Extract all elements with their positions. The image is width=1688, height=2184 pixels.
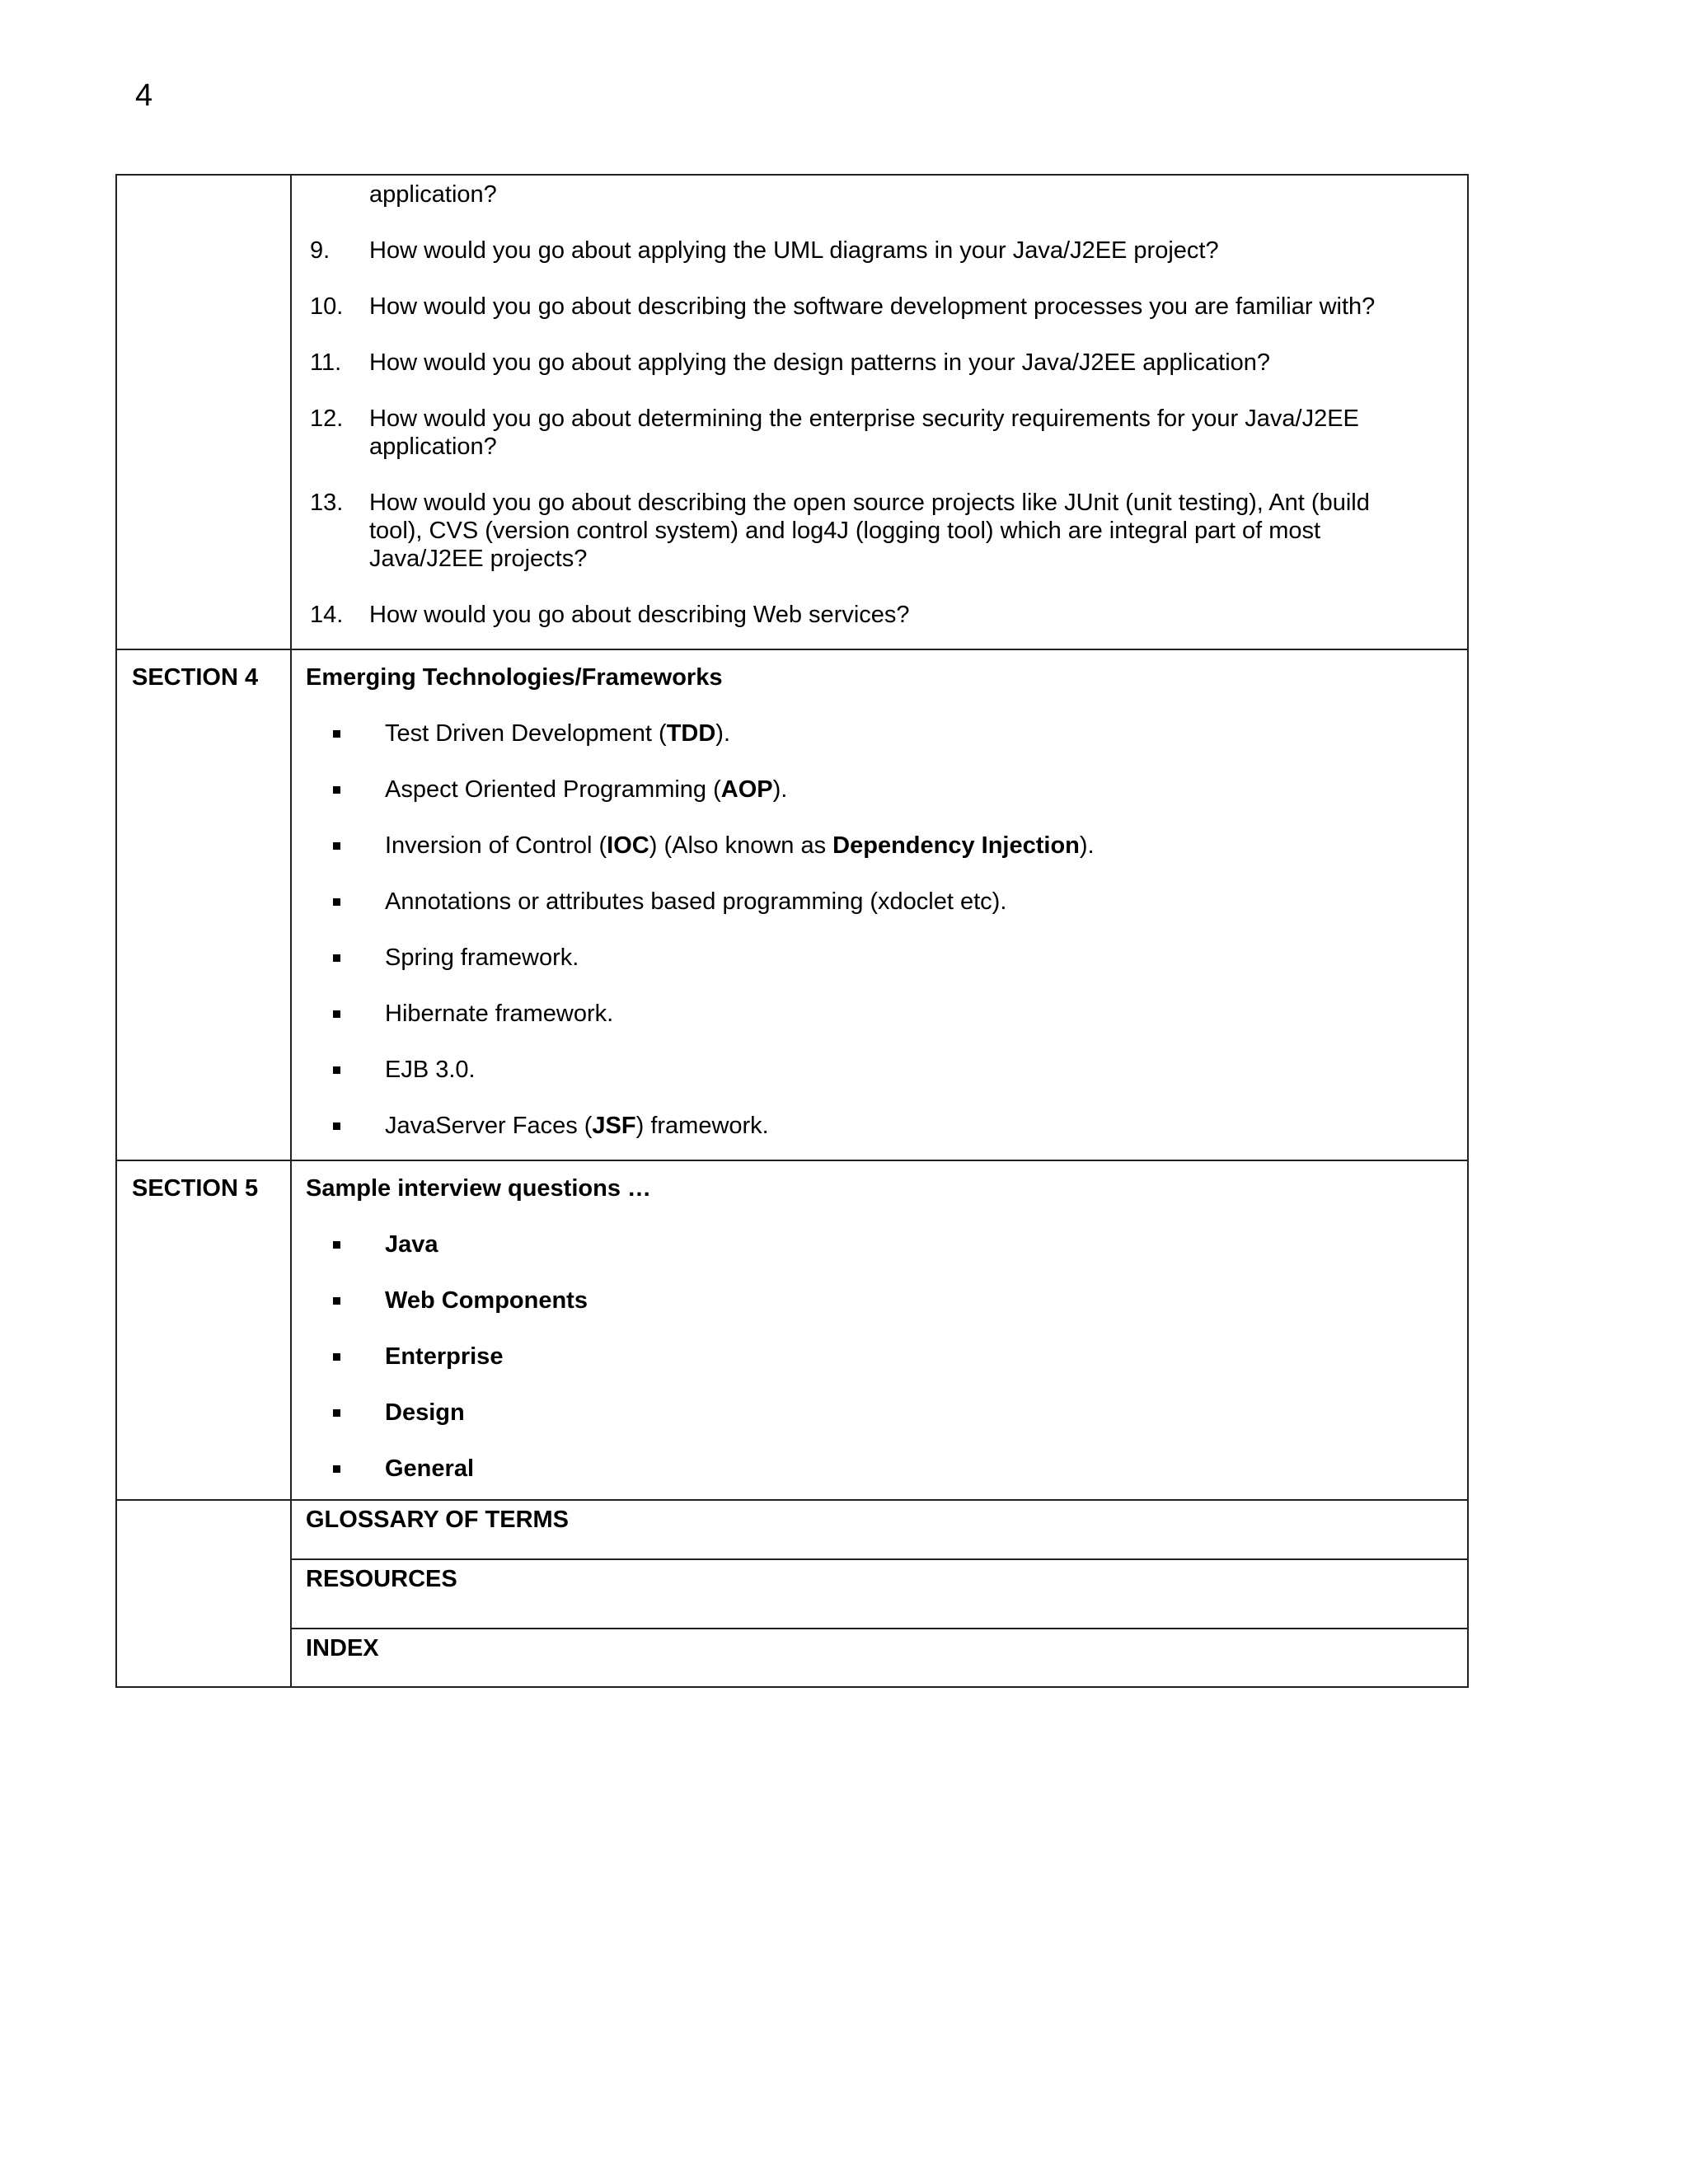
back-matter-label-cell bbox=[116, 1500, 291, 1687]
question-line: How would you go about applying the design patterns in your Java/J2EE application? bbox=[369, 349, 1271, 376]
bullet-item bbox=[292, 944, 1467, 972]
square-bullet-icon bbox=[333, 1297, 340, 1305]
question-number: 11. bbox=[310, 349, 342, 376]
bullet-text: Aspect Oriented Programming ( bbox=[385, 776, 721, 803]
section-5-content-cell bbox=[291, 1160, 1468, 1500]
continued-text: application? bbox=[369, 181, 497, 208]
question-item bbox=[292, 237, 1467, 265]
question-line: How would you go about describing Web services? bbox=[369, 602, 910, 628]
index-cell bbox=[291, 1629, 1468, 1687]
question-number: 9. bbox=[310, 237, 331, 264]
section-4-content-cell bbox=[291, 649, 1468, 1160]
bullet-text: Annotations or attributes based programming (xdoclet etc). bbox=[385, 888, 1007, 915]
square-bullet-icon bbox=[333, 954, 340, 962]
bullet-item bbox=[292, 1056, 1467, 1084]
square-bullet-icon bbox=[333, 1353, 340, 1361]
question-number: 10. bbox=[310, 293, 344, 320]
question-line: tool), CVS (version control system) and log4J (logging tool) which are integral part of most bbox=[369, 518, 1321, 544]
bullet-emphasis: Dependency Injection bbox=[832, 832, 1080, 859]
bullet-text: ). bbox=[772, 776, 788, 803]
question-text bbox=[369, 237, 1451, 265]
bullet-topic: Design bbox=[385, 1399, 465, 1426]
question-text bbox=[369, 405, 1451, 461]
resources-cell bbox=[291, 1559, 1468, 1629]
glossary-heading: GLOSSARY OF TERMS bbox=[306, 1507, 570, 1533]
question-number: 12. bbox=[310, 405, 344, 432]
square-bullet-icon bbox=[333, 1465, 340, 1473]
square-bullet-icon bbox=[333, 786, 340, 794]
bullet-acronym: AOP bbox=[720, 776, 773, 803]
section-4-title: Emerging Technologies/Frameworks bbox=[306, 664, 723, 691]
bullet-acronym: JSF bbox=[592, 1113, 636, 1139]
bullet-text: ) framework. bbox=[635, 1113, 769, 1139]
bullet-item bbox=[292, 1286, 1467, 1315]
section-3-continued-row bbox=[116, 175, 1468, 649]
section-5-row bbox=[116, 1160, 1468, 1500]
square-bullet-icon bbox=[333, 1010, 340, 1018]
question-line: How would you go about describing the open source projects like JUnit (unit testing), Ant (build bbox=[369, 490, 1370, 516]
bullet-text: ) (Also known as bbox=[649, 832, 833, 859]
index-row bbox=[116, 1629, 1468, 1687]
question-line: How would you go about determining the enterprise security requirements for your Java/J2EE bbox=[369, 405, 1359, 432]
question-item bbox=[292, 405, 1467, 461]
section-5-label: SECTION 5 bbox=[132, 1175, 259, 1202]
question-line: Java/J2EE projects? bbox=[369, 546, 588, 572]
bullet-text: EJB 3.0. bbox=[385, 1057, 476, 1083]
bullet-text: ). bbox=[715, 720, 731, 747]
question-item bbox=[292, 349, 1467, 377]
continued-line bbox=[292, 180, 1467, 209]
question-line: How would you go about describing the software development processes you are familiar with? bbox=[369, 293, 1376, 320]
question-text bbox=[369, 349, 1451, 377]
section-5-title: Sample interview questions … bbox=[306, 1175, 651, 1202]
section-4-label: SECTION 4 bbox=[132, 664, 259, 691]
section-4-row bbox=[116, 649, 1468, 1160]
bullet-item bbox=[292, 832, 1467, 860]
bullet-item bbox=[292, 1230, 1467, 1258]
bullet-item bbox=[292, 1000, 1467, 1028]
question-item bbox=[292, 489, 1467, 573]
section-4-label-cell bbox=[116, 649, 291, 1160]
bullet-text: Test Driven Development ( bbox=[385, 720, 667, 747]
question-list bbox=[292, 176, 1467, 649]
bullet-item bbox=[292, 719, 1467, 748]
bullet-text: Inversion of Control ( bbox=[385, 832, 607, 859]
square-bullet-icon bbox=[333, 842, 340, 850]
section-3-content-cell bbox=[291, 175, 1468, 649]
square-bullet-icon bbox=[333, 730, 340, 738]
bullet-item bbox=[292, 1343, 1467, 1371]
square-bullet-icon bbox=[333, 1122, 340, 1130]
question-number: 13. bbox=[310, 490, 344, 516]
resources-row bbox=[116, 1559, 1468, 1629]
bullet-topic: General bbox=[385, 1455, 474, 1482]
bullet-acronym: IOC bbox=[607, 832, 649, 859]
square-bullet-icon bbox=[333, 1409, 340, 1417]
bullet-item bbox=[292, 888, 1467, 916]
bullet-topic: Enterprise bbox=[385, 1343, 504, 1370]
section-label-cell-empty bbox=[116, 175, 291, 649]
index-heading: INDEX bbox=[306, 1635, 379, 1661]
bullet-topic: Java bbox=[385, 1231, 438, 1258]
question-item bbox=[292, 601, 1467, 629]
contents-table bbox=[115, 174, 1469, 1688]
section-4-bullet-list bbox=[292, 719, 1467, 1140]
question-line: How would you go about applying the UML diagrams in your Java/J2EE project? bbox=[369, 237, 1219, 264]
glossary-row bbox=[116, 1500, 1468, 1559]
resources-heading: RESOURCES bbox=[306, 1566, 457, 1592]
bullet-item bbox=[292, 1112, 1467, 1140]
section-5-bullet-list bbox=[292, 1230, 1467, 1483]
square-bullet-icon bbox=[333, 898, 340, 906]
section-5-label-cell bbox=[116, 1160, 291, 1500]
bullet-text: JavaServer Faces ( bbox=[385, 1113, 593, 1139]
question-item bbox=[292, 293, 1467, 321]
bullet-text: Hibernate framework. bbox=[385, 1001, 614, 1027]
bullet-item bbox=[292, 776, 1467, 804]
question-text bbox=[369, 489, 1451, 573]
square-bullet-icon bbox=[333, 1066, 340, 1074]
bullet-text: ). bbox=[1079, 832, 1095, 859]
question-text bbox=[369, 293, 1451, 321]
question-number: 14. bbox=[310, 602, 344, 628]
square-bullet-icon bbox=[333, 1241, 340, 1249]
question-text bbox=[369, 601, 1451, 629]
glossary-cell bbox=[291, 1500, 1468, 1559]
bullet-acronym: TDD bbox=[666, 720, 716, 747]
bullet-item bbox=[292, 1399, 1467, 1427]
question-line: application? bbox=[369, 434, 497, 460]
page-number: 4 bbox=[135, 78, 153, 113]
bullet-topic: Web Components bbox=[385, 1287, 588, 1314]
bullet-item bbox=[292, 1455, 1467, 1483]
bullet-text: Spring framework. bbox=[385, 944, 579, 971]
